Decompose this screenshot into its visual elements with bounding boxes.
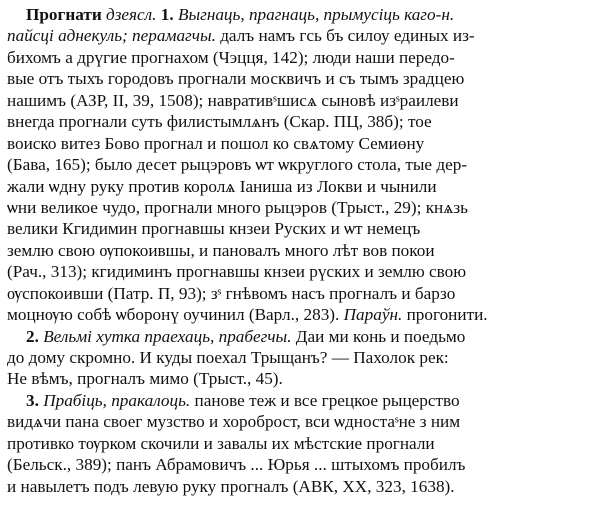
entry-line (7, 25, 595, 46)
entry-line (7, 368, 595, 389)
entry-text: моцнѹю собѣ ѡборонү оучинил (Варл., 283). (7, 305, 344, 325)
entry-line (7, 154, 595, 175)
entry-text: нашимъ (АЗР, II, 39, 1508); навративˢшисѧ сыновѣ изˢраилеви (7, 90, 459, 110)
bold-text: 2. (26, 326, 39, 346)
entry-line (7, 433, 595, 454)
entry-text: ѡни великое чудо, прогнали много рыцэров (Трыст., 29); кнѧзь (7, 197, 469, 217)
entry-text: бихомъ а дрүгие прогнахом (Чэцця, 142); люди наши передо- (7, 47, 455, 67)
bold-text: 3. (26, 390, 39, 410)
entry-line (7, 283, 595, 304)
entry-text: вые отъ тыхъ городовъ прогнали москвичъ и съ тымъ зрадцею (7, 69, 465, 89)
entry-text: (Бава, 165); было десет рыцэровъ ѡт ѡкруглого стола, тые дер- (7, 155, 468, 175)
entry-text: видѧчи пана своег музство и хороброст, вси ѡдностаˢне з ним (7, 412, 461, 432)
entry-line (7, 347, 595, 368)
entry-line (7, 197, 595, 218)
entry-line (7, 454, 595, 475)
italic-text: дзеясл. (106, 5, 157, 24)
entry-text: до дому скромно. И куды поехал Трыщанъ? — Пахолок рек: (7, 348, 449, 367)
entry-line (7, 261, 595, 282)
entry-text: панове теж и все грецкое рыцерство (190, 390, 460, 410)
entry-text: (Рач., 313); кгидиминъ прогнавшы кнзеи рүских и землю свою (7, 262, 467, 282)
entry-line (7, 326, 595, 347)
bold-text: 1. (160, 5, 174, 24)
entry-text: Не вѣмъ, прогналъ мимо (Трыст., 45). (7, 369, 283, 389)
entry-line (7, 411, 595, 432)
dictionary-entry (7, 4, 595, 497)
entry-line (7, 4, 595, 25)
entry-text: ѹспокоивши (Патр. П, 93); зˢ гнѣвомъ насъ прогналъ и барзо (7, 283, 456, 303)
italic-text: пайсці аднекуль; перамагчы. (7, 26, 216, 46)
italic-text: Параўн. (343, 305, 403, 325)
entry-text: далъ намъ гсь бъ силоу единых из- (215, 26, 475, 46)
entry-text: прогонити. (402, 305, 488, 325)
entry-text: велики Кгидимин прогнавшы кнзеи Руских и ѡт немецъ (7, 219, 421, 239)
entry-line (7, 47, 595, 68)
entry-text: внегда прогнали суть филистымлѧнъ (Скар. ПЦ, 38б); тое (7, 112, 432, 132)
entry-line (7, 133, 595, 154)
entry-line (7, 304, 595, 325)
entry-line (7, 111, 595, 132)
entry-line (7, 68, 595, 89)
entry-text: воиско витез Бово прогнал и пошол ко свѧтому Семиөну (7, 133, 425, 153)
entry-line (7, 90, 595, 111)
entry-line (7, 240, 595, 261)
entry-text: землю свою ѹпокоившы, и пановалъ много лѣт вов покои (7, 240, 435, 260)
bold-text: Прогнати (26, 5, 102, 24)
italic-text: Вельмі хутка праехаць, прабегчы. (43, 326, 292, 346)
entry-line (7, 390, 595, 411)
entry-text: жали ѡдну руку против королѧ Іаниша из Локви и чынили (7, 176, 437, 196)
entry-text: (Бельск., 389); панъ Абрамовичъ ... Юрья ... штыхомъ пробилъ (7, 455, 466, 475)
entry-line (7, 176, 595, 197)
entry-text: Даи ми конь и поедьмо (291, 326, 466, 346)
entry-text: и навылетъ подъ левую руку прогналъ (АВК, XX, 323, 1638). (7, 476, 455, 496)
italic-text: Прабіць, пракалоць. (43, 390, 191, 410)
entry-text: противко тѹрком скочили и завалы их мѣстские прогнали (7, 433, 435, 453)
italic-text: Выгнаць, прагнаць, прымусіць каго-н. (177, 5, 455, 24)
entry-line (7, 218, 595, 239)
entry-line (7, 476, 595, 497)
